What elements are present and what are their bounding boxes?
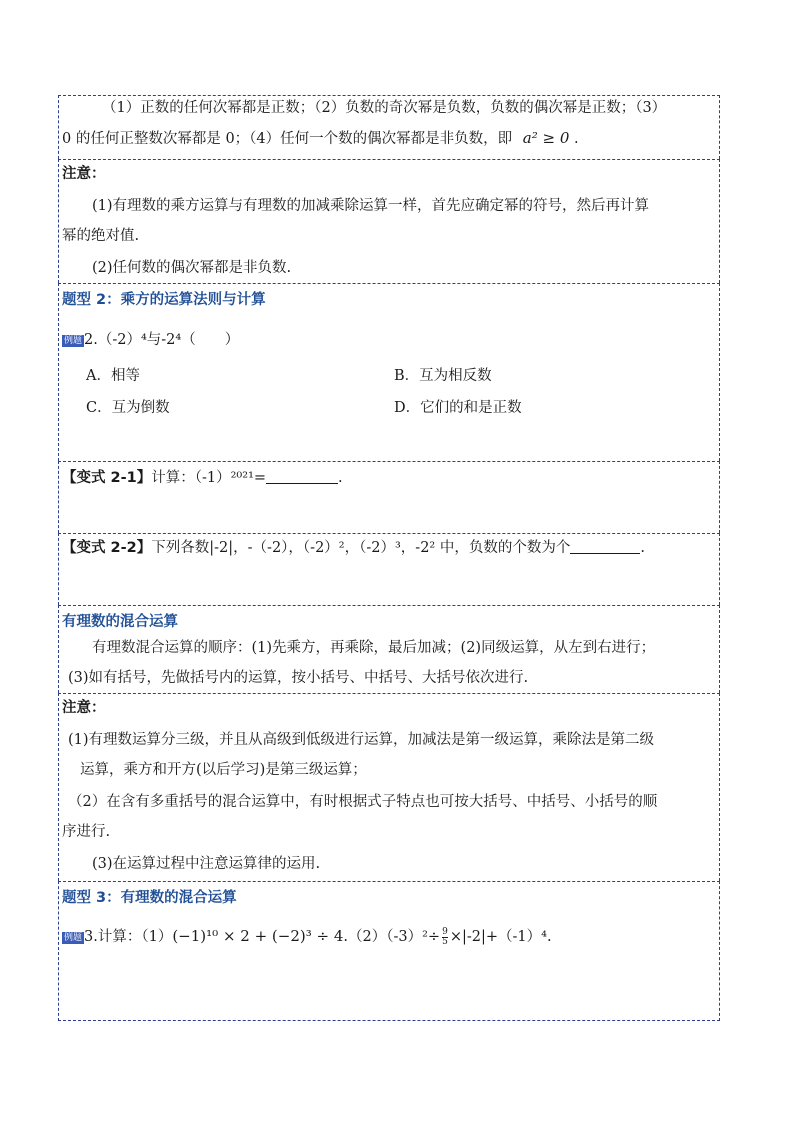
example-3-prefix: 3.计算：（1） <box>84 929 173 945</box>
fraction-9-5 <box>442 928 448 947</box>
note-box-1 <box>58 159 720 283</box>
option-d: D．它们的和是正数 <box>394 400 522 416</box>
type3-box <box>58 881 720 1021</box>
note-title: 注意： <box>62 700 106 716</box>
option-b: B．互为相反数 <box>394 368 492 384</box>
example-3-mid: .（2）（-3）²÷ <box>343 929 441 945</box>
example-2-text: 2.（-2）⁴与-2⁴（ ） <box>84 332 240 348</box>
intro-end: . <box>573 131 579 147</box>
note1-p2: (2)任何数的偶次幂都是非负数. <box>92 260 292 276</box>
document-page <box>58 95 720 1021</box>
answer-blank[interactable] <box>570 539 640 554</box>
note1-p1a: (1)有理数的乘方运算与有理数的加减乘除运算一样，首先应确定幂的符号，然后再计算 <box>92 198 650 214</box>
variant-2-2-box <box>58 533 720 605</box>
option-c: C．互为倒数 <box>86 400 170 416</box>
example-2-question <box>62 330 716 350</box>
variant-2-2-text: 下列各数|-2|，-（-2），（-2）²，（-2）³，-2² 中，负数的个数为个 <box>151 540 571 556</box>
note2-p2a: （2）在含有多重括号的混合运算中，有时根据式子特点也可按大括号、中括号、小括号的顺 <box>68 794 658 810</box>
intro-line-2 <box>62 128 716 149</box>
frac-denominator: 5 <box>442 936 448 947</box>
note2-p1a: (1)有理数运算分三级，并且从高级到低级进行运算，加减法是第一级运算，乘除法是第二级 <box>68 732 655 748</box>
option-a: A．相等 <box>86 368 140 384</box>
expression-1: (−1)¹⁰ × 2 + (−2)³ ÷ 4 <box>172 927 344 945</box>
note2-p2b: 序进行. <box>62 824 111 840</box>
mixed-ops-box <box>58 605 720 693</box>
nonneg-formula: a² ≥ 0 <box>522 129 570 147</box>
options-grid <box>62 366 716 432</box>
variant-label: 【变式 2-2】 <box>62 540 152 556</box>
mixed-p2: (3)如有括号，先做括号内的运算，按小括号、中括号、大括号依次进行. <box>68 670 529 686</box>
variant-2-1-box <box>58 461 720 533</box>
section-heading-type3: 题型 3：有理数的混合运算 <box>62 890 237 906</box>
mixed-p1: 有理数混合运算的顺序：(1)先乘方，再乘除，最后加减；(2)同级运算，从左到右进行； <box>92 640 656 656</box>
note-box-2 <box>58 693 720 881</box>
variant-label: 【变式 2-1】 <box>62 470 152 486</box>
note2-p3: (3)在运算过程中注意运算律的运用. <box>92 856 321 872</box>
intro-box <box>58 95 720 159</box>
section-heading-type2: 题型 2：乘方的运算法则与计算 <box>62 292 266 308</box>
note2-p1b: 运算，乘方和开方(以后学习)是第三级运算； <box>80 762 367 778</box>
example-badge: 例题 <box>64 933 83 943</box>
example-3-question <box>62 926 716 947</box>
example-3-tail: ×|-2|+（-1）⁴ <box>449 929 547 945</box>
intro-line-2-text: 0 的任何正整数次幂都是 0；（4）任何一个数的偶次幂都是非负数，即 <box>62 131 513 147</box>
answer-blank[interactable] <box>266 469 338 484</box>
variant-2-1-text: 计算：（-1）²⁰²¹= <box>151 470 267 486</box>
example-3-end: . <box>546 929 552 945</box>
variant-2-2 <box>62 538 716 558</box>
note1-p1b: 幂的绝对值. <box>62 228 140 244</box>
type2-box <box>58 283 720 461</box>
variant-2-2-end: . <box>640 540 645 556</box>
example-badge: 例题 <box>64 336 83 346</box>
note-title: 注意： <box>62 166 106 182</box>
variant-2-1-end: . <box>338 470 343 486</box>
section-heading-mixed: 有理数的混合运算 <box>62 614 178 630</box>
frac-numerator: 9 <box>442 926 448 937</box>
intro-line-1: （1）正数的任何次幂都是正数；（2）负数的奇次幂是负数，负数的偶次幂是正数；（3） <box>102 100 667 116</box>
variant-2-1 <box>62 468 716 488</box>
